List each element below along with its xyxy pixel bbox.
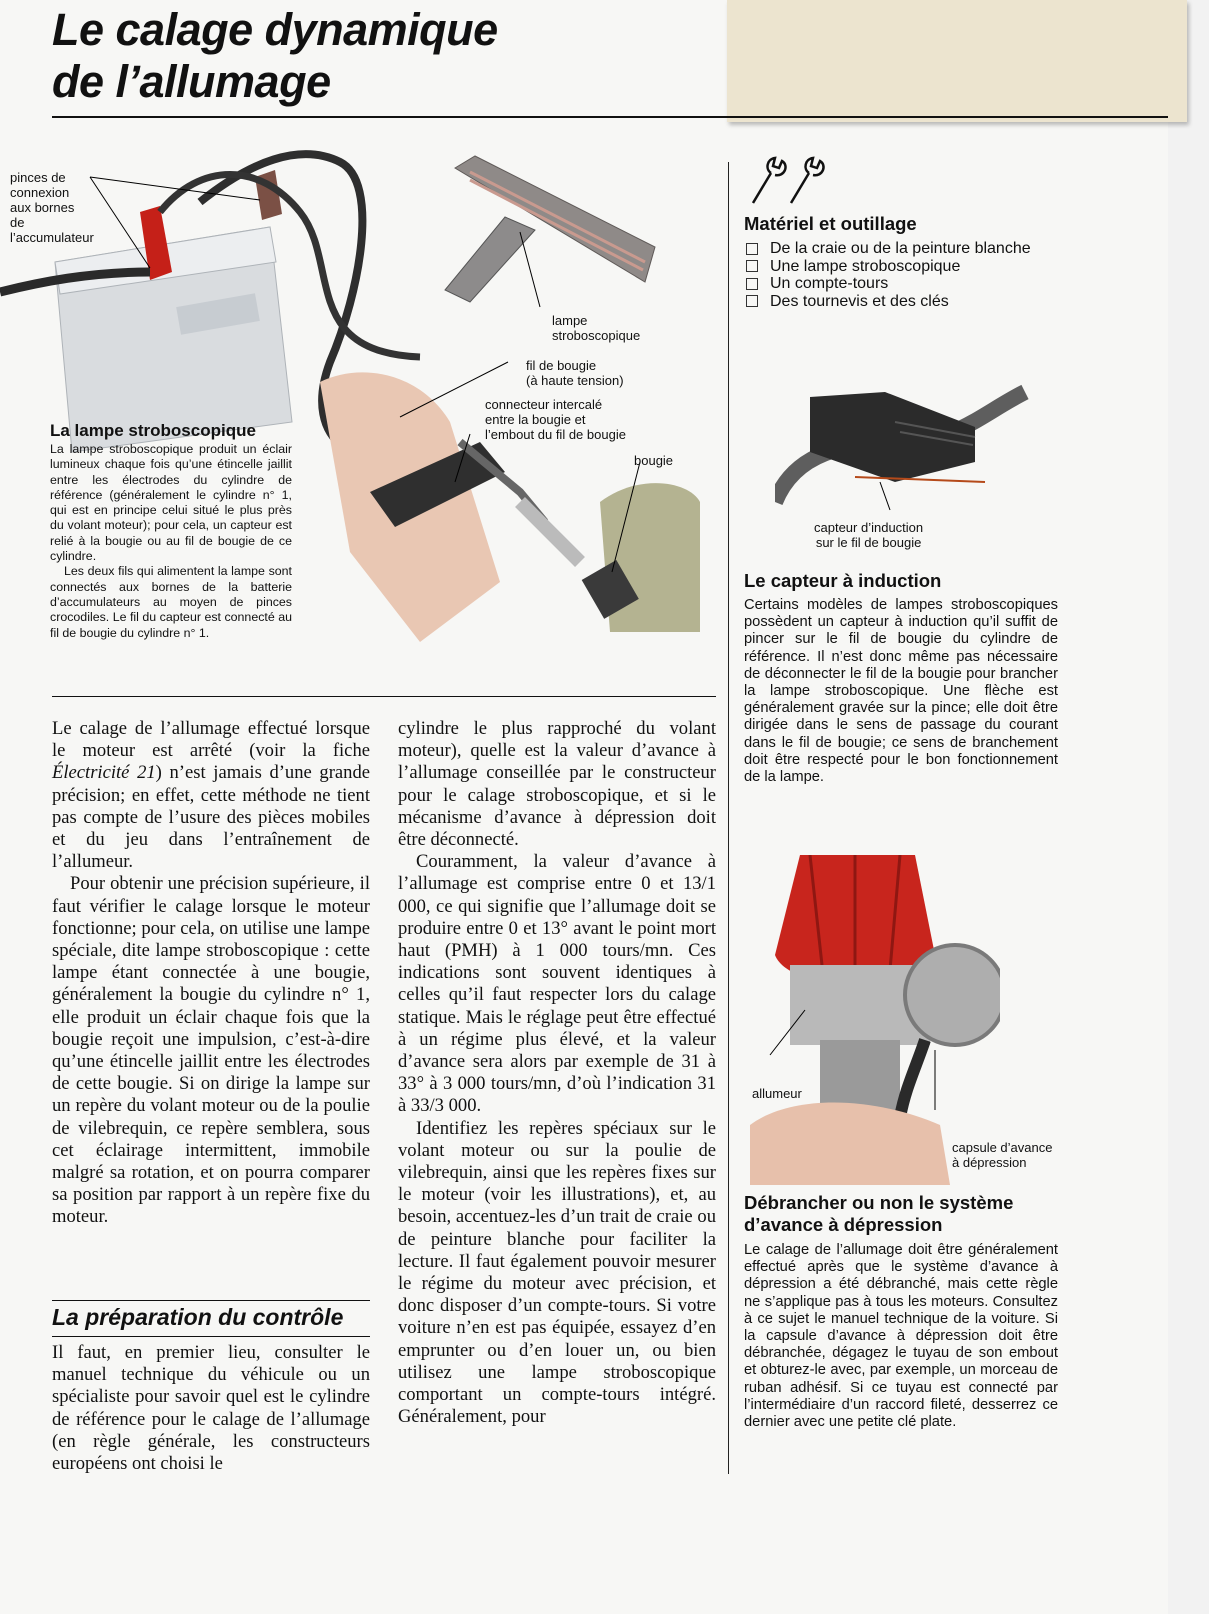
col1-paragraph-3: Il faut, en premier lieu, consulter le manuel technique du véhicule ou un spécialiste pour savoir quel est le cylindre de référence pour le calage de l’allumage (en règle générale, les constructeurs européens ont choisi le <box>52 1342 370 1475</box>
reference-link: Électricité 21 <box>52 762 156 784</box>
wrench-icon <box>745 155 831 207</box>
caption-lampe <box>50 421 292 641</box>
caption-lampe-text-2: Les deux fils qui alimentent la lampe sont connectés aux bornes de la batterie d’accumulateurs au moyen de pinces crocodiles. Le fil du capteur est connecté au fil de bougie du cylindre n° 1. <box>50 564 292 640</box>
tools-heading: Matériel et outillage <box>744 213 917 234</box>
caption-lampe-text: La lampe stroboscopique produit un éclair lumineux chaque fois qu’une étincelle jaillit entre les électrodes du cylindre de référence (généralement le cylindre n° 1, qui est en principe celui situé le plus près du volant moteur); pour cela, un capteur est relié à la bougie ou au fil de bougie de ce cylindre. <box>50 442 292 564</box>
vacuum-capsule <box>905 945 1000 1045</box>
checkbox-icon <box>746 243 758 255</box>
tools-item: Des tournevis et des clés <box>746 293 1086 311</box>
capteur-heading: Le capteur à induction <box>744 570 942 591</box>
label-capsule: capsule d’avance à dépression <box>952 1140 1053 1170</box>
strobe-handle <box>445 217 535 302</box>
distributor-illustration <box>750 855 1000 1185</box>
checkbox-icon <box>746 278 758 290</box>
figure-rule <box>52 696 716 697</box>
col2-paragraph-2: Couramment, la valeur d’avance à l’allumage est comprise entre 0 et 13/1 000, ce qui signifie que l’allumage doit se produire entre 0 et 13° avant le point mort haut (PMH) à 1 000 tours/mn. Ces indications sont souvent identiques à celles qu’il faut respecter lors du calage statique. Mais le réglage peut être effectué à un régime plus élevé, et la valeur d’avance sera alors par exemple de 31 à 33° à 3 000 tours/mn, d’où l’indication 31 à 33/3 000. <box>398 851 716 1117</box>
checkbox-icon <box>746 260 758 272</box>
capteur-illustration <box>775 382 1035 522</box>
tools-list <box>746 240 1086 310</box>
col1-paragraph-2: Pour obtenir une précision supérieure, il faut vérifier le calage lorsque le moteur fonctionne; pour cela, on utilise une lampe spéciale, dite lampe stroboscopique : cette lampe étant connectée à une bougie, généralement la bougie du cylindre n° 1, elle produit un éclair chaque fois que la bougie reçoit une impulsion, c’est-à-dire qu’une étincelle jaillit entre les électrodes de cette bougie. Si on dirige la lampe sur un repère du volant moteur ou de la poulie de vilebrequin, ce repère semblera, sous cet éclairage intermittent, immobile malgré sa rotation, et on pourra comparer sa position par rapport à un repère fixe du moteur. <box>52 873 370 1228</box>
checkbox-icon <box>746 295 758 307</box>
debrancher-heading: Débrancher ou non le système d’avance à dépression <box>744 1192 1014 1235</box>
column-rule <box>728 162 729 1474</box>
induction-clamp <box>810 392 975 482</box>
title-line-1: Le calage dynamique <box>52 4 498 55</box>
title-line-2: de l’allumage <box>52 56 331 107</box>
label-pinces: pinces de connexion aux bornes de l’accumulateur <box>10 170 94 245</box>
main-column-2 <box>398 718 716 1429</box>
section-heading: La préparation du contrôle <box>52 1304 344 1330</box>
tools-item: De la craie ou de la peinture blanche <box>746 240 1086 258</box>
col1-paragraph-1: Le calage de l’allumage effectué lorsque le moteur est arrêté (voir la fiche Électricité 21) n’est jamais d’une grande précision; en effet, cette méthode ne tient pas compte de l’usure des pièces mobiles et du jeu dans l’entraînement de l’allumeur. <box>52 718 370 873</box>
cream-tab <box>727 0 1187 122</box>
label-bougie: bougie <box>634 453 674 468</box>
main-column-1 <box>52 718 370 1229</box>
hand <box>750 1103 950 1186</box>
tools-item: Un compte-tours <box>746 275 1086 293</box>
capteur-text: Certains modèles de lampes stroboscopiques possèdent un capteur à induction qu’il suffit de pincer sur le fil de bougie du cylindre de référence. Il n’est donc même pas nécessaire de déconnecter le fil de la bougie pour brancher la lampe stroboscopique. Une flèche est généralement gravée sur la pince; elle doit être dirigée dans le sens de passage du courant dans le fil de bougie; ce sens de branchement doit être respecté pour le bon fonctionnement de la lampe. <box>744 597 1058 786</box>
label-fil-de-bougie: fil de bougie (à haute tension) <box>526 358 624 388</box>
label-lampe: lampe stroboscopique <box>552 313 641 343</box>
subhead-rule-bottom <box>52 1336 370 1337</box>
title-rule <box>52 116 1168 118</box>
label-connecteur: connecteur intercalé entre la bougie et l’embout du fil de bougie <box>485 397 626 442</box>
label-allumeur: allumeur <box>752 1086 802 1101</box>
col2-paragraph-3: Identifiez les repères spéciaux sur le volant moteur ou sur la poulie de vilebrequin, ainsi que les repères fixes sur le moteur (voir les illustrations), et, au besoin, accentuez-les d’un trait de craie ou de peinture blanche pour faciliter la lecture. Il faut également pouvoir mesurer le régime du moteur avec précision, et donc disposer d’un compte-tours. Si votre voiture n’en est pas équipée, essayez d’en emprunter ou d’en louer un, ou bien utilisez une lampe stroboscopique comportant un compte-tours intégré. Généralement, pour <box>398 1117 716 1428</box>
page-title <box>52 4 498 108</box>
caption-lampe-heading: La lampe stroboscopique <box>50 421 256 440</box>
debrancher-text: Le calage de l’allumage doit être généralement effectué après que le système d’avance à dépression a été débranché, mais cette règle ne s’applique pas à tous les moteurs. Consultez à ce sujet le manuel technique de la voiture. Si la capsule d’avance à dépression doit être débranchée, dégagez le tuyau de son embout et obturez-le avec, par exemple, un morceau de ruban adhésif. Si ce tuyau est connecté par l’intermédiaire d’un raccord fileté, desserrez ce dernier avec une petite clé plate. <box>744 1242 1058 1431</box>
label-capteur: capteur d’induction sur le fil de bougie <box>814 520 924 550</box>
subhead-rule-top <box>52 1300 370 1301</box>
tools-item: Une lampe stroboscopique <box>746 258 1086 276</box>
col2-paragraph-1: cylindre le plus rapproché du volant moteur), quelle est la valeur d’avance à l’allumage conseillée par le constructeur pour le calage stroboscopique, et si le mécanisme d’avance à dépression doit être déconnecté. <box>398 718 716 851</box>
